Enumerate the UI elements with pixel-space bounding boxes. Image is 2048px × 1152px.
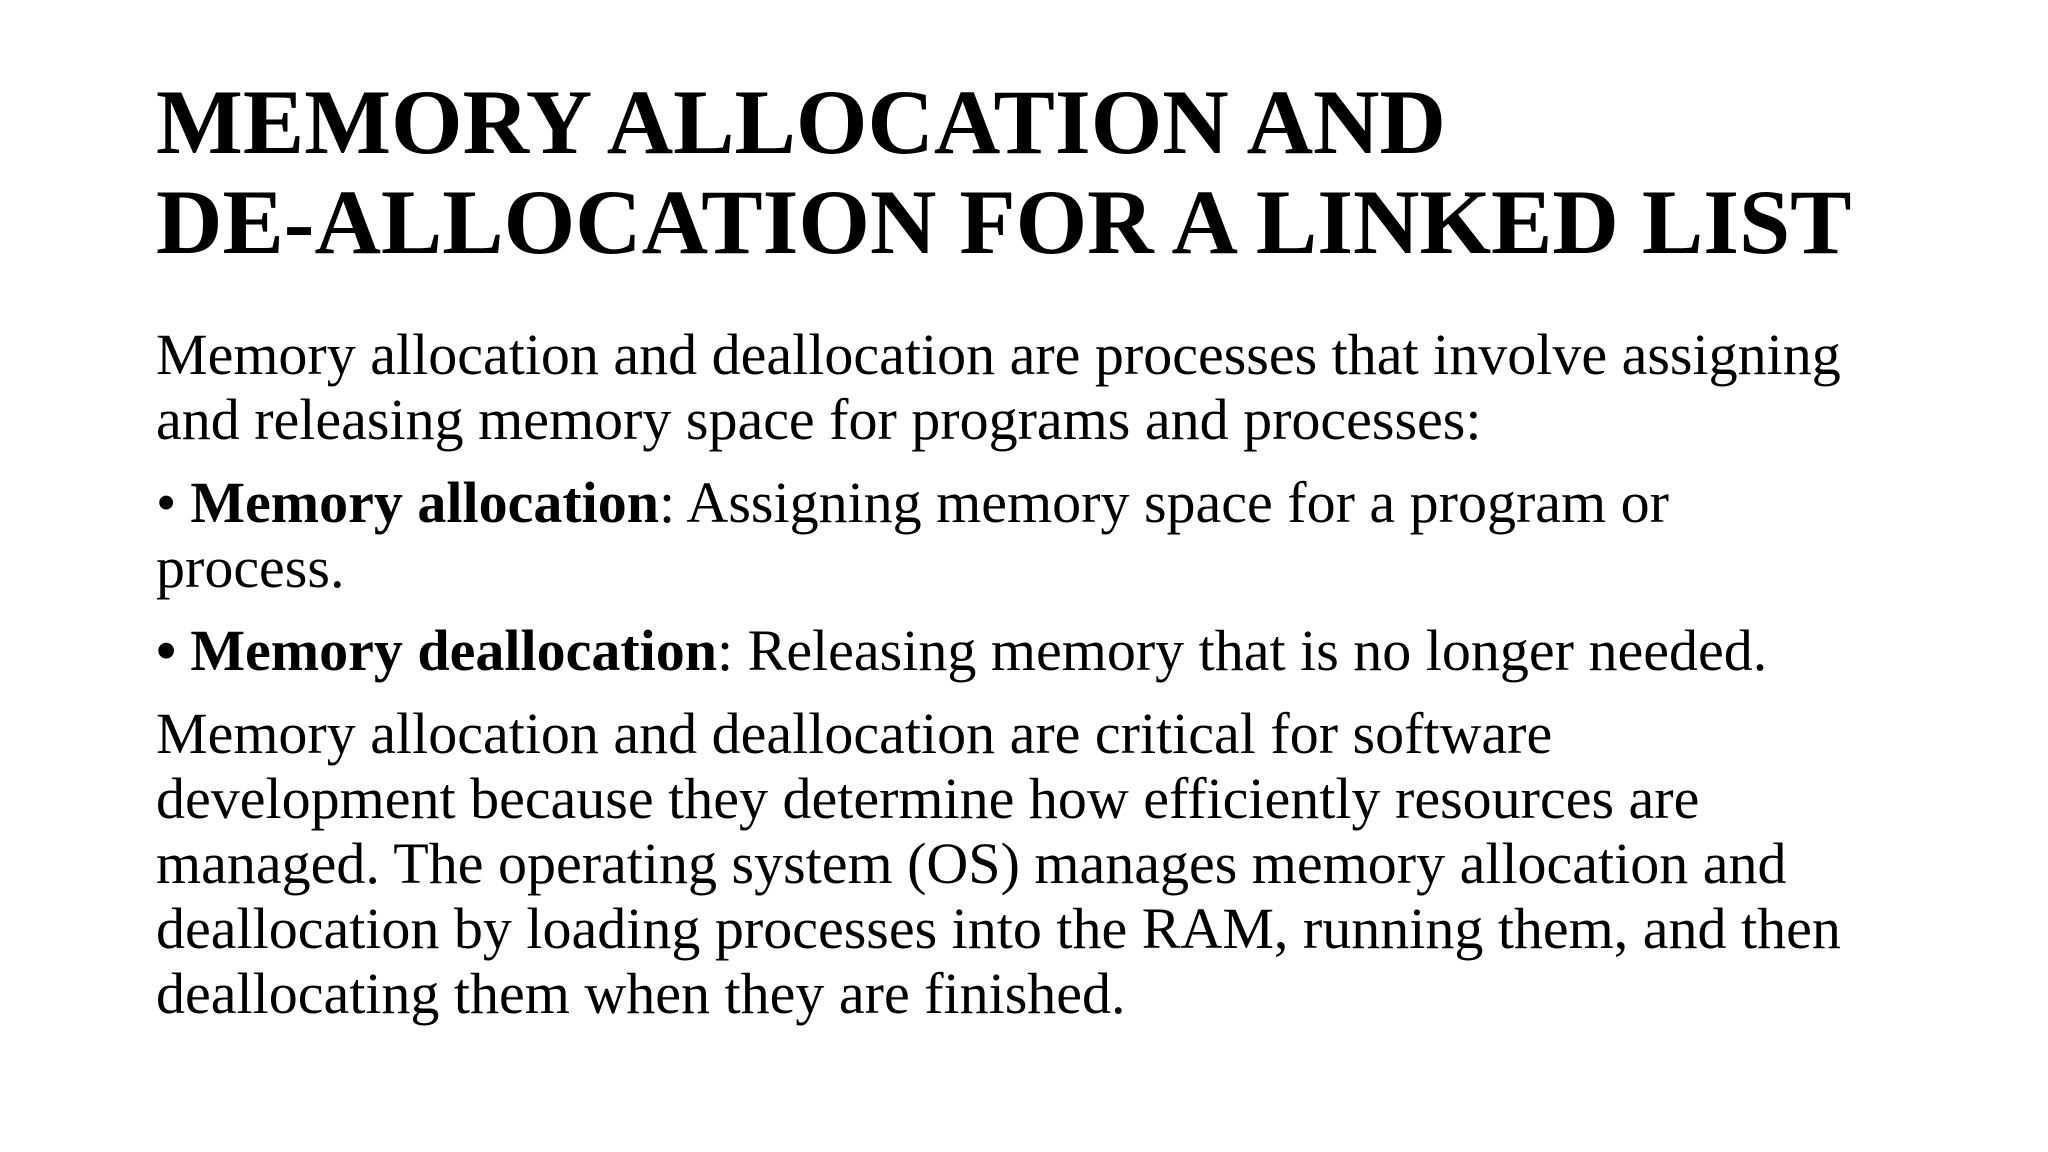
- closing-line: deallocation by loading processes into the RAM, running them, and then: [156, 896, 1841, 961]
- bullet-term: Memory deallocation: [190, 618, 718, 683]
- bullet-item-memory-allocation: [156, 470, 1946, 600]
- bullet-text: : Assigning memory space for a program or: [659, 470, 1669, 535]
- intro-line: and releasing memory space for programs and processes:: [156, 387, 1482, 452]
- intro-paragraph: [156, 322, 1946, 452]
- bullet-icon: •: [156, 470, 177, 535]
- intro-line: Memory allocation and deallocation are processes that involve assigning: [156, 322, 1841, 387]
- title-line: DE-ALLOCATION FOR A LINKED LIST: [156, 171, 1852, 273]
- bullet-item-memory-deallocation: [156, 618, 1946, 683]
- bullet-term: Memory allocation: [190, 470, 660, 535]
- slide-title: [156, 72, 1936, 272]
- bullet-text: : Releasing memory that is no longer needed.: [717, 618, 1768, 683]
- closing-line: development because they determine how efficiently resources are: [156, 766, 1700, 831]
- slide-body: [156, 322, 1946, 1044]
- closing-line: managed. The operating system (OS) manages memory allocation and: [156, 831, 1787, 896]
- title-line: MEMORY ALLOCATION AND: [156, 71, 1446, 173]
- closing-line: deallocating them when they are finished.: [156, 961, 1126, 1026]
- closing-line: Memory allocation and deallocation are critical for software: [156, 701, 1553, 766]
- bullet-icon: •: [156, 618, 177, 683]
- closing-paragraph: [156, 701, 1946, 1026]
- bullet-text: process.: [156, 535, 345, 600]
